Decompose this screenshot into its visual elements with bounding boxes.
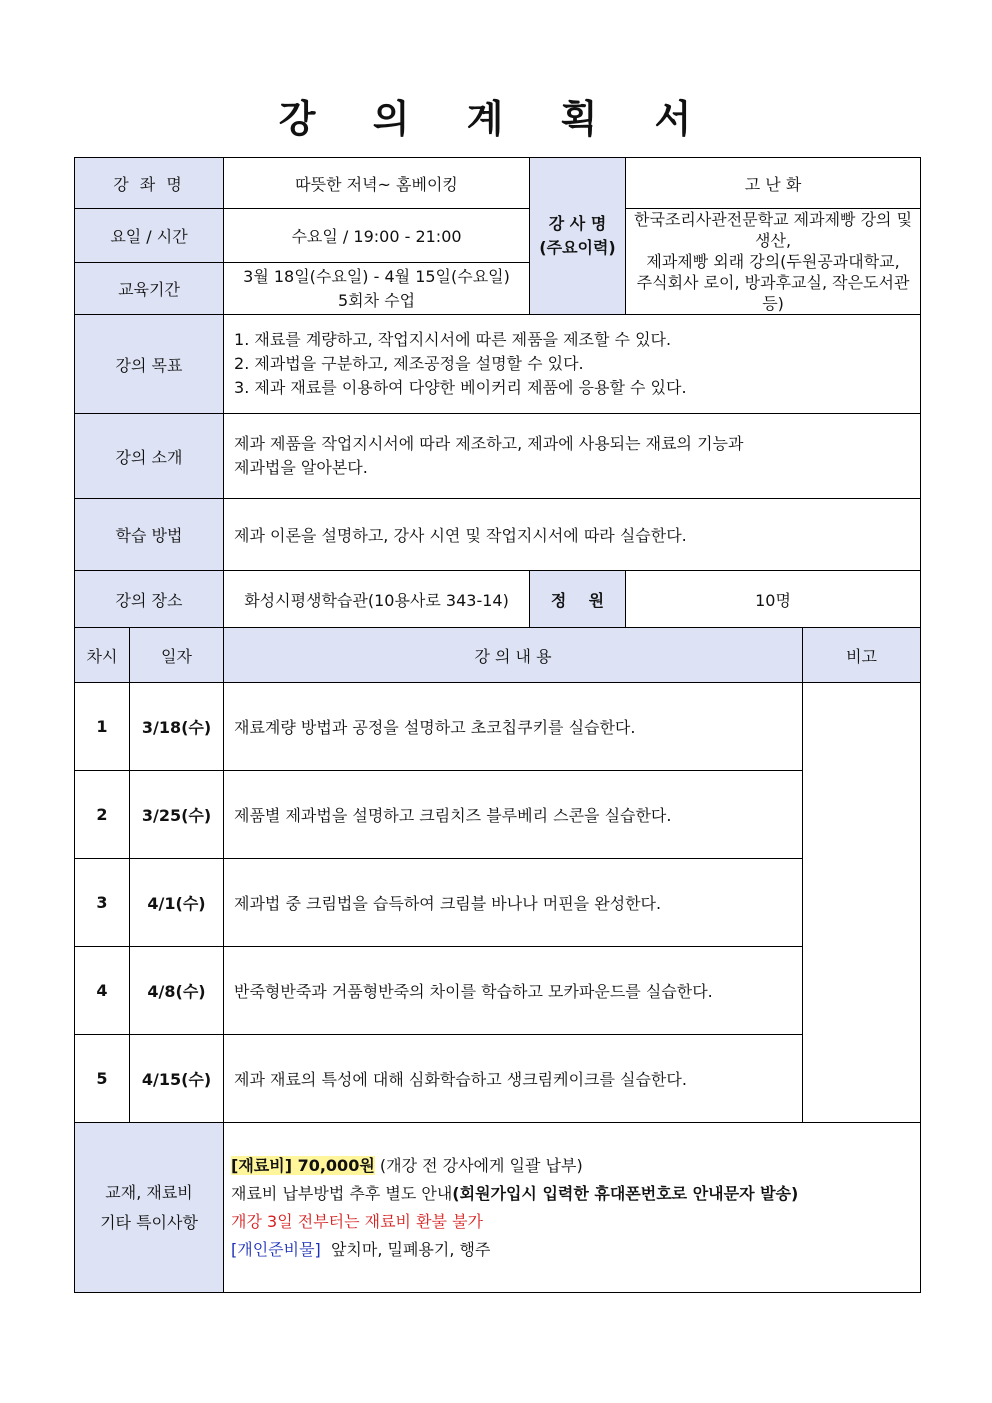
session-index: 3 [75,859,130,947]
instructor-name: 고 난 화 [626,158,921,209]
session-index: 4 [75,947,130,1035]
prep-line [231,1236,920,1264]
notes-label [75,1123,224,1293]
intro-line-2: 제과법을 알아본다. [234,458,368,477]
session-date: 4/1(수) [130,859,224,947]
fee-line [231,1152,920,1180]
instructor-career [626,209,921,315]
period-line-2: 5회차 수업 [337,290,416,310]
career-line-2: 제과제빵 외래 강의(두원공과대학교, [646,252,900,271]
goal-item: 2. 제과법을 구분하고, 제조공정을 설명할 수 있다. [234,354,584,373]
career-line-1: 한국조리사관전문학교 제과제빵 강의 및 생산, [634,210,913,250]
session-content: 제과 재료의 특성에 대해 심화학습하고 생크림케이크를 실습한다. [224,1035,803,1123]
payment-line [231,1180,920,1208]
schedule-note-cell [803,683,921,1123]
payment-plain: 재료비 납부방법 추후 별도 안내 [231,1183,453,1203]
session-content: 제품별 제과법을 설명하고 크림치즈 블루베리 스콘을 실습한다. [224,771,803,859]
notes-label-line2: 기타 특이사항 [100,1212,198,1232]
goal-item: 3. 제과 재료를 이용하여 다양한 베이커리 제품에 응용할 수 있다. [234,378,687,397]
goals-list [224,315,921,414]
time-label: 요일 / 시간 [75,209,224,263]
period-label: 교육기간 [75,263,224,315]
refund-notice: 개강 3일 전부터는 재료비 환불 불가 [231,1211,484,1231]
session-content: 반죽형반죽과 거품형반죽의 차이를 학습하고 모카파운드를 실습한다. [224,947,803,1035]
schedule-header-date: 일자 [130,628,224,683]
session-index: 2 [75,771,130,859]
period-value [224,263,530,315]
place-value: 화성시평생학습관(10용사로 343-14) [224,571,530,628]
schedule-header-content: 강 의 내 용 [224,628,803,683]
notes-content [224,1123,921,1293]
instructor-label-line1: 강 사 명 [548,214,607,233]
prep-items: 앞치마, 밀폐용기, 행주 [320,1239,491,1259]
instructor-label-line2: (주요이력) [539,238,616,257]
fee-rest: (개강 전 강사에게 일괄 납부) [374,1155,583,1175]
lecture-plan-table [74,157,921,1293]
instructor-label [530,158,626,315]
session-date: 3/18(수) [130,683,224,771]
goals-label: 강의 목표 [75,315,224,414]
session-date: 3/25(수) [130,771,224,859]
notes-label-line1: 교재, 재료비 [105,1182,193,1202]
intro-label: 강의 소개 [75,414,224,499]
intro-line-1: 제과 제품을 작업지시서에 따라 제조하고, 제과에 사용되는 재료의 기능과 [234,434,744,453]
schedule-header-note: 비고 [803,628,921,683]
method-label: 학습 방법 [75,499,224,571]
time-value: 수요일 / 19:00 - 21:00 [224,209,530,263]
session-date: 4/15(수) [130,1035,224,1123]
course-name-value: 따뜻한 저녁~ 홈베이킹 [224,158,530,209]
fee-highlight: [재료비] 70,000원 [231,1155,375,1175]
schedule-header-index: 차시 [75,628,130,683]
period-line-1: 3월 18일(수요일) - 4월 15일(수요일) [243,266,510,286]
session-index: 1 [75,683,130,771]
method-text: 제과 이론을 설명하고, 강사 시연 및 작업지시서에 따라 실습한다. [224,499,921,571]
session-content: 재료계량 방법과 공정을 설명하고 초코칩쿠키를 실습한다. [224,683,803,771]
capacity-label: 정 원 [530,571,626,628]
course-name-label: 강 좌 명 [75,158,224,209]
capacity-value: 10명 [626,571,921,628]
place-label: 강의 장소 [75,571,224,628]
payment-bold: (회원가입시 입력한 휴대폰번호로 안내문자 발송) [452,1183,799,1203]
session-date: 4/8(수) [130,947,224,1035]
session-index: 5 [75,1035,130,1123]
page-title: 강 의 계 획 서 [278,97,714,141]
goal-item: 1. 재료를 계량하고, 작업지시서에 따른 제품을 제조할 수 있다. [234,330,672,349]
prep-label: [개인준비물] [231,1239,321,1259]
session-content: 제과법 중 크림법을 습득하여 크림블 바나나 머핀을 완성한다. [224,859,803,947]
career-line-3: 주식회사 로이, 방과후교실, 작은도서관 등) [636,273,910,313]
intro-text [224,414,921,499]
